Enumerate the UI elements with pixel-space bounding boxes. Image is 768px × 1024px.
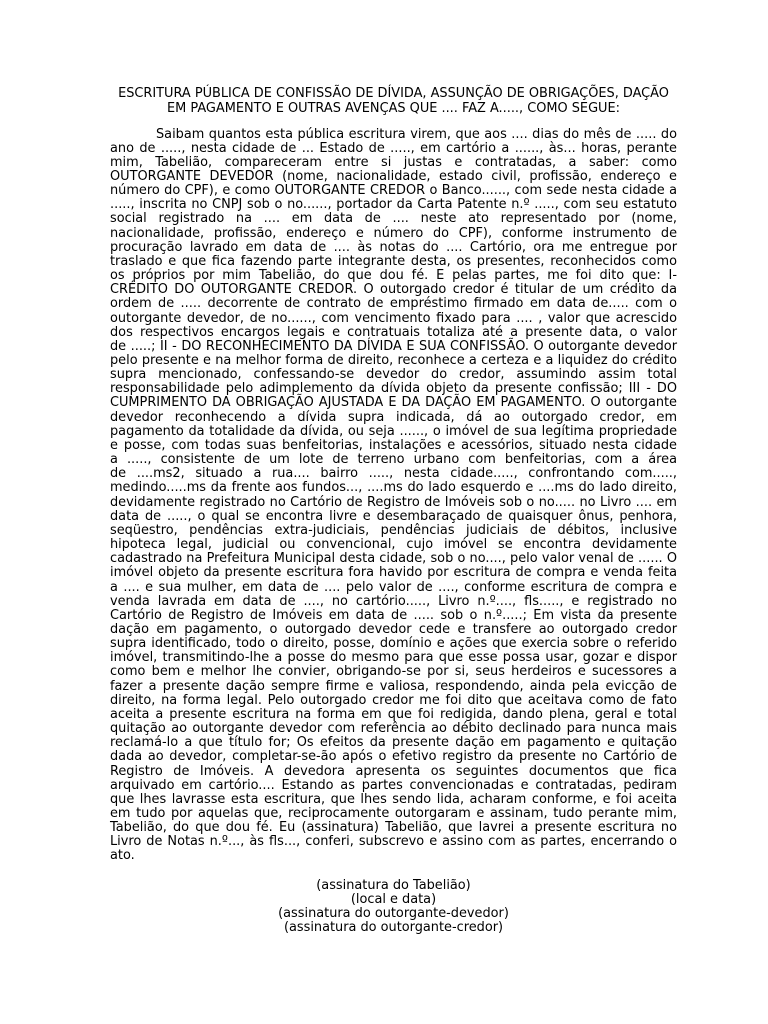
body-line: Livro de Notas n.º..., às fls..., conferi, subscrevo e assino com as partes, encerrando o bbox=[110, 834, 677, 850]
body-line: hipoteca legal, judicial ou convencional, cujo imóvel se encontra devidamente bbox=[110, 537, 677, 553]
body-line: que lhes lavrasse esta escritura, que lhes sendo lida, acharam conforme, e foi aceita bbox=[110, 791, 677, 807]
body-line: OUTORGANTE DEVEDOR (nome, nacionalidade, estado civil, profissão, endereço e bbox=[110, 168, 677, 184]
body-line: Registro de Imóveis. A devedora apresenta os seguintes documentos que fica bbox=[110, 763, 677, 779]
body-line: devidamente registrado no Cartório de Registro de Imóveis sob o no..... no Livro .... em bbox=[110, 494, 677, 510]
body-line: seqüestro, pendências extra-judiciais, pendências judiciais de débitos, inclusive bbox=[110, 522, 677, 538]
body-line: traslado e que fica fazendo parte integrante desta, os presentes, reconhecidos como bbox=[110, 253, 677, 269]
body-line: ano de ....., nesta cidade de ... Estado de ....., em cartório a ......, às... horas, perante bbox=[110, 140, 677, 156]
body-line: cadastrado na Prefeitura Municipal desta cidade, sob o no...., pelo valor venal de ...... O bbox=[110, 551, 677, 567]
document-title bbox=[110, 86, 677, 116]
body-line: de .....; II - DO RECONHECIMENTO DA DÍVIDA E SUA CONFISSÃO. O outorgante devedor bbox=[110, 338, 677, 354]
body-line: quitação ao outorgante devedor com referência ao débito declinado para nunca mais bbox=[110, 721, 677, 737]
body-line: dos respectivos encargos legais e contratuais totaliza até a presente data, o valor bbox=[110, 324, 677, 340]
body-line: a ....., consistente de um lote de terreno urbano com benfeitorias, com a área bbox=[110, 452, 677, 468]
body-line: mim, Tabelião, compareceram entre si justas e contratadas, a saber: como bbox=[110, 154, 677, 170]
body-line: responsabilidade pelo adimplemento da dívida objeto da presente confissão; III - DO bbox=[110, 381, 677, 397]
body-line: ordem de ..... decorrente de contrato de empréstimo firmado em data de..... com o bbox=[110, 296, 677, 312]
body-line: Tabelião, do que dou fé. Eu (assinatura) Tabelião, que lavrei a presente escritura no bbox=[110, 820, 677, 836]
body-line: arquivado em cartório.... Estando as partes convencionadas e contratadas, pediram bbox=[110, 777, 677, 793]
body-line: ato. bbox=[110, 848, 135, 864]
body-line: pagamento da totalidade da dívida, ou seja ......, o imóvel de sua legítima propriedade bbox=[110, 423, 677, 439]
body-line: CUMPRIMENTO DA OBRIGAÇÃO AJUSTADA E DA DAÇÃO EM PAGAMENTO. O outorgante bbox=[110, 395, 677, 411]
body-line: imóvel objeto da presente escritura fora havido por escritura de compra e venda feita bbox=[110, 565, 677, 581]
body-line: número do CPF), e como OUTORGANTE CREDOR o Banco......, com sede nesta cidade a bbox=[110, 183, 677, 199]
body-line: supra identificado, todo o direito, posse, domínio e ações que exercia sobre o referido bbox=[110, 636, 677, 652]
body-line: em tudo por aquelas que, reciprocamente outorgaram e assinam, tudo perante mim, bbox=[110, 806, 677, 821]
body-line: Cartório de Registro de Imóveis em data de ..... sob o n.º.....; Em vista da presente bbox=[110, 607, 677, 623]
body-line: CRÉDITO DO OUTORGANTE CREDOR. O outorgado credor é titular de um crédito da bbox=[110, 282, 677, 298]
body-line: outorgante devedor, de no......, com vencimento fixado para .... , valor que acrescido bbox=[110, 310, 677, 326]
body-line: social registrado na .... em data de .... neste ato representado por (nome, bbox=[110, 211, 677, 227]
body-line: de ....ms2, situado a rua.... bairro ....., nesta cidade....., confrontando com....., bbox=[110, 466, 677, 482]
body-line: pelo presente e na melhor forma de direito, reconhece a certeza e a liquidez do crédito bbox=[110, 353, 677, 368]
body-line: reclamá-lo a que título for; Os efeitos da presente dação em pagamento e quitação bbox=[110, 735, 677, 751]
body-line: a .... e sua mulher, em data de .... pelo valor de ...., conforme escritura de compra e bbox=[110, 579, 677, 595]
body-line: Saibam quantos esta pública escritura virem, que aos .... dias do mês de ..... do bbox=[156, 126, 677, 142]
body-line: medindo.....ms da frente aos fundos..., ....ms do lado esquerdo e ....ms do lado direito, bbox=[110, 480, 677, 496]
body-line: fazer a presente dação sempre firme e valiosa, respondendo, ainda pela evicção de bbox=[110, 678, 677, 694]
signature-creditor: (assinatura do outorgante-credor) bbox=[283, 920, 504, 935]
signature-debtor: (assinatura do outorgante-devedor) bbox=[278, 906, 509, 921]
body-paragraph bbox=[110, 128, 677, 864]
body-line: e posse, com todas suas benfeitorias, instalações e acessórios, situado nesta cidade bbox=[110, 437, 677, 453]
body-line: ....., inscrita no CNPJ sob o no......, portador da Carta Patente n.º ....., com seu estatuto bbox=[110, 197, 677, 213]
body-line: os próprios por mim Tabelião, do que dou fé. E pelas partes, me foi dito que: I- bbox=[110, 268, 677, 284]
body-line: procuração lavrado em data de .... às notas do .... Cartório, ora me entregue por bbox=[110, 239, 677, 255]
body-line: supra mencionado, confessando-se devedor do credor, assumindo assim total bbox=[110, 367, 677, 383]
signature-block bbox=[110, 879, 677, 935]
title-line: EM PAGAMENTO E OUTRAS AVENÇAS QUE .... FAZ A....., COMO SEGUE: bbox=[167, 101, 620, 116]
body-line: como bem e melhor lhe convier, obrigando-se por si, seus herdeiros e sucessores a bbox=[110, 664, 677, 680]
signature-tabeliao: (assinatura do Tabelião) bbox=[316, 878, 471, 893]
body-line: data de ....., o qual se encontra livre e desembaraçado de quaisquer ônus, penhora, bbox=[110, 508, 677, 524]
title-line: ESCRITURA PÚBLICA DE CONFISSÃO DE DÍVIDA, ASSUNÇÃO DE OBRIGAÇÕES, DAÇÃO bbox=[118, 86, 669, 101]
body-line: aceita a presente escritura na forma em que foi redigida, dando plena, geral e total bbox=[110, 706, 677, 722]
signature-place-date: (local e data) bbox=[350, 892, 437, 907]
body-line: dada ao devedor, completar-se-ão após o efetivo registro da presente no Cartório de bbox=[110, 749, 677, 765]
body-line: dação em pagamento, o outorgado devedor cede e transfere ao outorgado credor bbox=[110, 621, 677, 637]
body-line: venda lavrada em data de ...., no cartório....., Livro n.º...., fls....., e registrado no bbox=[110, 593, 677, 609]
body-line: imóvel, transmitindo-lhe a posse do mesmo para que esse possa usar, gozar e dispor bbox=[110, 650, 677, 666]
body-line: devedor reconhecendo a dívida supra indicada, dá ao outorgado credor, em bbox=[110, 409, 677, 425]
body-line: direito, na forma legal. Pelo outorgado credor me foi dito que aceitava como de fato bbox=[110, 692, 677, 708]
body-line: nacionalidade, profissão, endereço e número do CPF), conforme instrumento de bbox=[110, 225, 677, 241]
